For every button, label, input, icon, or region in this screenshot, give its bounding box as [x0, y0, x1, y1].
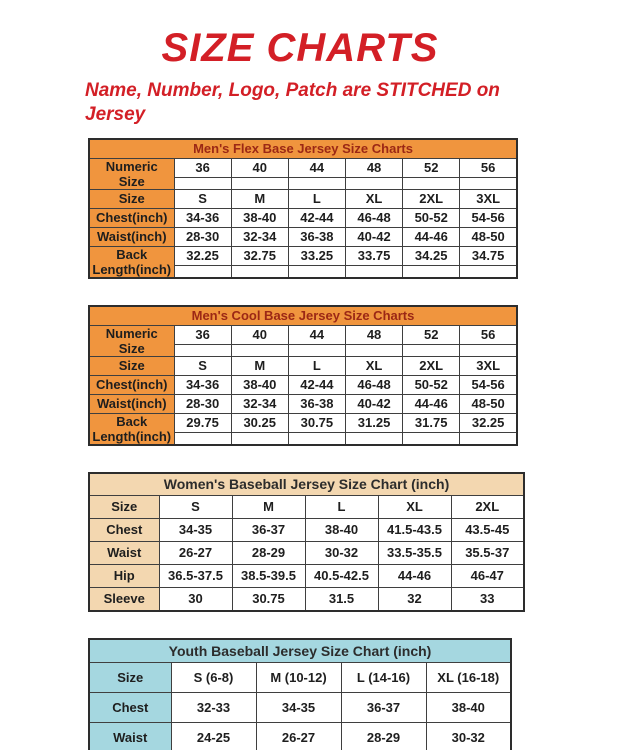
size-cell: 54-56 [460, 208, 517, 227]
size-chart-table-mens-cool-base [88, 305, 518, 446]
size-cell: 42-44 [288, 375, 345, 394]
row-label: Chest [89, 518, 159, 541]
size-cell: 3XL [460, 356, 517, 375]
row-label: Numeric Size [89, 325, 174, 356]
size-cell: L [288, 189, 345, 208]
size-cell: 38-40 [426, 692, 511, 722]
size-cell: 40 [231, 158, 288, 177]
size-cell: 33.25 [288, 246, 345, 265]
size-cell: 38-40 [231, 208, 288, 227]
size-chart-table-youth-baseball [88, 638, 512, 750]
row-label: Chest [89, 692, 171, 722]
spacer-cell [460, 344, 517, 356]
spacer-cell [231, 177, 288, 189]
size-cell: S [174, 356, 231, 375]
size-charts-container [88, 138, 638, 750]
spacer-cell [403, 344, 460, 356]
size-cell: 28-29 [232, 541, 305, 564]
size-chart-table-mens-flex-base [88, 138, 518, 279]
row-label: Chest(inch) [89, 208, 174, 227]
size-cell: 30.25 [231, 413, 288, 432]
size-cell: 54-56 [460, 375, 517, 394]
size-cell: 30-32 [305, 541, 378, 564]
size-cell: 44-46 [378, 564, 451, 587]
size-cell: 34-35 [256, 692, 341, 722]
chart-title: Men's Flex Base Jersey Size Charts [89, 139, 517, 159]
size-cell: 40-42 [345, 394, 402, 413]
page-subtitle: Name, Number, Logo, Patch are STITCHED on Jersey [85, 80, 500, 126]
size-cell: M [231, 189, 288, 208]
size-cell: 56 [460, 158, 517, 177]
size-cell: 2XL [451, 495, 524, 518]
size-cell: 40.5-42.5 [305, 564, 378, 587]
row-label: Sleeve [89, 587, 159, 611]
size-cell: 44 [288, 325, 345, 344]
row-label: Size [89, 189, 174, 208]
spacer-cell [288, 344, 345, 356]
size-cell: 52 [403, 158, 460, 177]
spacer-cell [174, 265, 231, 278]
spacer-cell [460, 432, 517, 445]
row-label: Back Length(inch) [89, 413, 174, 445]
row-label: Chest(inch) [89, 375, 174, 394]
size-cell: XL (16-18) [426, 662, 511, 692]
size-cell: 34.25 [403, 246, 460, 265]
spacer-cell [231, 344, 288, 356]
spacer-cell [288, 432, 345, 445]
size-cell: 28-29 [341, 722, 426, 750]
size-cell: 26-27 [256, 722, 341, 750]
size-cell: 36.5-37.5 [159, 564, 232, 587]
size-cell: 32-34 [231, 394, 288, 413]
size-cell: 32 [378, 587, 451, 611]
size-cell: 28-30 [174, 394, 231, 413]
size-cell: 44 [288, 158, 345, 177]
size-cell: 44-46 [403, 227, 460, 246]
spacer-cell [231, 265, 288, 278]
size-cell: 29.75 [174, 413, 231, 432]
spacer-cell [403, 177, 460, 189]
spacer-cell [460, 265, 517, 278]
spacer-cell [174, 432, 231, 445]
spacer-cell [288, 177, 345, 189]
size-cell: 34.75 [460, 246, 517, 265]
size-cell: 42-44 [288, 208, 345, 227]
spacer-cell [231, 432, 288, 445]
size-cell: 34-36 [174, 208, 231, 227]
size-cell: XL [345, 356, 402, 375]
chart-title: Men's Cool Base Jersey Size Charts [89, 306, 517, 326]
size-cell: 40 [231, 325, 288, 344]
size-cell: XL [378, 495, 451, 518]
size-cell: L [305, 495, 378, 518]
size-cell: 30 [159, 587, 232, 611]
size-cell: 52 [403, 325, 460, 344]
size-cell: M (10-12) [256, 662, 341, 692]
spacer-cell [288, 265, 345, 278]
chart-title: Women's Baseball Jersey Size Chart (inch) [89, 473, 524, 496]
row-label: Waist [89, 722, 171, 750]
size-cell: 3XL [460, 189, 517, 208]
size-cell: 31.5 [305, 587, 378, 611]
row-label: Waist(inch) [89, 394, 174, 413]
size-cell: L [288, 356, 345, 375]
size-cell: 32-33 [171, 692, 256, 722]
chart-title: Youth Baseball Jersey Size Chart (inch) [89, 639, 511, 663]
size-cell: 33.5-35.5 [378, 541, 451, 564]
size-cell: 43.5-45 [451, 518, 524, 541]
row-label: Size [89, 495, 159, 518]
size-cell: S (6-8) [171, 662, 256, 692]
size-cell: 48-50 [460, 227, 517, 246]
size-cell: 50-52 [403, 208, 460, 227]
size-cell: 28-30 [174, 227, 231, 246]
row-label: Numeric Size [89, 158, 174, 189]
size-cell: 48-50 [460, 394, 517, 413]
row-label: Back Length(inch) [89, 246, 174, 278]
size-cell: 30.75 [288, 413, 345, 432]
size-cell: 38.5-39.5 [232, 564, 305, 587]
size-cell: 40-42 [345, 227, 402, 246]
size-cell: 34-36 [174, 375, 231, 394]
size-cell: 2XL [403, 189, 460, 208]
size-cell: 50-52 [403, 375, 460, 394]
size-cell: 44-46 [403, 394, 460, 413]
size-cell: 36-38 [288, 394, 345, 413]
row-label: Waist [89, 541, 159, 564]
size-cell: 38-40 [305, 518, 378, 541]
size-cell: 36-37 [232, 518, 305, 541]
size-cell: 41.5-43.5 [378, 518, 451, 541]
size-cell: 31.25 [345, 413, 402, 432]
spacer-cell [345, 344, 402, 356]
size-cell: M [231, 356, 288, 375]
size-cell: 34-35 [159, 518, 232, 541]
size-cell: L (14-16) [341, 662, 426, 692]
size-cell: 32.25 [174, 246, 231, 265]
size-cell: 48 [345, 325, 402, 344]
size-cell: 31.75 [403, 413, 460, 432]
spacer-cell [403, 265, 460, 278]
spacer-cell [403, 432, 460, 445]
size-cell: 33 [451, 587, 524, 611]
row-label: Size [89, 662, 171, 692]
size-cell: 46-47 [451, 564, 524, 587]
size-cell: XL [345, 189, 402, 208]
size-cell: 32.75 [231, 246, 288, 265]
size-cell: S [174, 189, 231, 208]
size-cell: 36 [174, 325, 231, 344]
spacer-cell [345, 177, 402, 189]
size-cell: 26-27 [159, 541, 232, 564]
page-title: SIZE CHARTS [161, 26, 439, 70]
size-cell: 48 [345, 158, 402, 177]
size-cell: 32.25 [460, 413, 517, 432]
size-cell: 46-48 [345, 208, 402, 227]
size-cell: 30.75 [232, 587, 305, 611]
size-cell: 30-32 [426, 722, 511, 750]
spacer-cell [460, 177, 517, 189]
size-cell: 2XL [403, 356, 460, 375]
size-cell: 35.5-37 [451, 541, 524, 564]
size-cell: 36-38 [288, 227, 345, 246]
size-cell: M [232, 495, 305, 518]
size-cell: 32-34 [231, 227, 288, 246]
row-label: Waist(inch) [89, 227, 174, 246]
size-cell: 36-37 [341, 692, 426, 722]
size-cell: 33.75 [345, 246, 402, 265]
spacer-cell [174, 177, 231, 189]
size-cell: 46-48 [345, 375, 402, 394]
row-label: Size [89, 356, 174, 375]
size-cell: 38-40 [231, 375, 288, 394]
size-cell: 24-25 [171, 722, 256, 750]
size-cell: S [159, 495, 232, 518]
size-chart-table-womens-baseball [88, 472, 525, 612]
row-label: Hip [89, 564, 159, 587]
spacer-cell [174, 344, 231, 356]
size-cell: 56 [460, 325, 517, 344]
size-cell: 36 [174, 158, 231, 177]
spacer-cell [345, 265, 402, 278]
spacer-cell [345, 432, 402, 445]
